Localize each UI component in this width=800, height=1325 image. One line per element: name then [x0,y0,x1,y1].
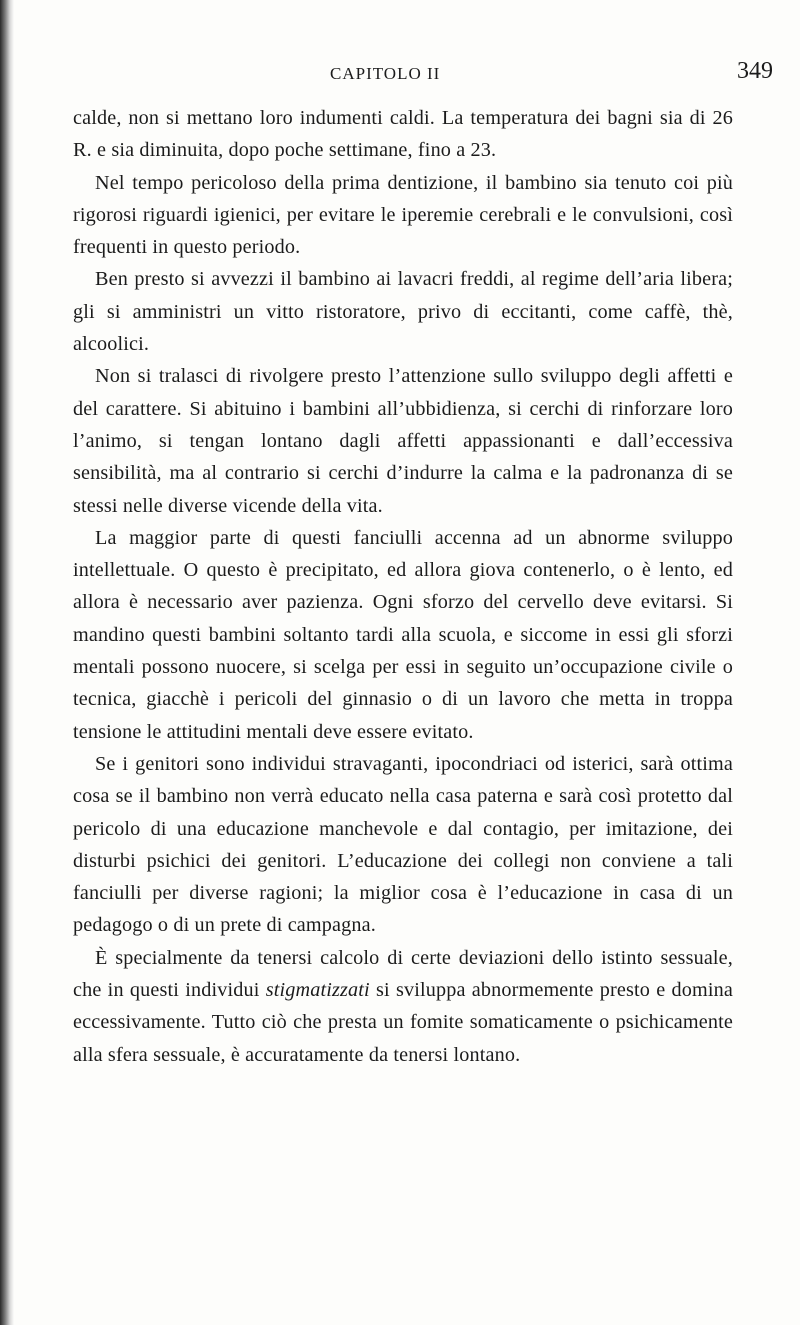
page-header [0,58,800,90]
paragraph-2: Nel tempo pericoloso della prima dentizione, il bambino sia tenuto coi più rigorosi riguardi igienici, per evitare le iperemie cerebrali e le convulsioni, così frequenti in questo periodo. [73,171,733,259]
paragraph-7-start: È specialmente da tenersi calcolo di certe deviazioni dello istinto sessuale, che in questi individui [73,946,733,1002]
page-number: 349 [737,58,773,84]
paragraph-4: Non si tralasci di rivolgere presto l’attenzione sullo sviluppo degli affetti e del carattere. Si abituino i bambini all’ubbidienza, si cerchi di rinforzare loro l’animo, si tengan lontano dagli affetti appassionanti e dall’eccessiva sensibilità, ma al contrario si cerchi d’indurre la calma e la padronanza di se stessi nelle diverse vicende della vita. [73,365,733,517]
paragraph-1: calde, non si mettano loro indumenti caldi. La temperatura dei bagni sia di 26 R. e sia diminuita, dopo poche settimane, fino a 23. [73,107,733,162]
paragraph-7-italic: stigmatizzati [265,979,370,1002]
paragraph-7 [73,942,733,1071]
running-title: CAPITOLO II [330,64,441,83]
paragraph-3: Ben presto si avvezzi il bambino ai lavacri freddi, al regime dell’aria libera; gli si amministri un vitto ristoratore, privo di eccitanti, come caffè, thè, alcoolici. [73,268,733,356]
body-text [73,102,733,1071]
paragraph-5: La maggior parte di questi fanciulli accenna ad un abnorme sviluppo intellettuale. O questo è precipitato, ed allora giova contenerlo, o è lento, ed allora è necessario aver pazienza. Ogni sforzo del cervello deve evitarsi. Si mandino questi bambini soltanto tardi alla scuola, e siccome in essi gli sforzi mentali possono nuocere, si scelga per essi in seguito un’occupazione civile o tecnica, giacchè i pericoli del ginnasio o di un lavoro che metta in troppa tensione le attitudini mentali deve essere evitato. [73,526,733,743]
paragraph-7-end: si sviluppa abnormemente presto e domina eccessivamente. Tutto ciò che presta un fomite somaticamente o psichicamente alla sfera sessuale, è accuratamente da tenersi lontano. [73,979,733,1066]
binding-edge-shadow [0,0,14,1325]
paragraph-6: Se i genitori sono individui stravaganti, ipocondriaci od isterici, sarà ottima cosa se il bambino non verrà educato nella casa paterna e sarà così protetto dal pericolo di una educazione manchevole e dal contagio, per imitazione, dei disturbi psichici dei genitori. L’educazione dei collegi non conviene a tali fanciulli per diverse ragioni; la miglior cosa è l’educazione in casa di un pedagogo o di un prete di campagna. [73,752,733,937]
